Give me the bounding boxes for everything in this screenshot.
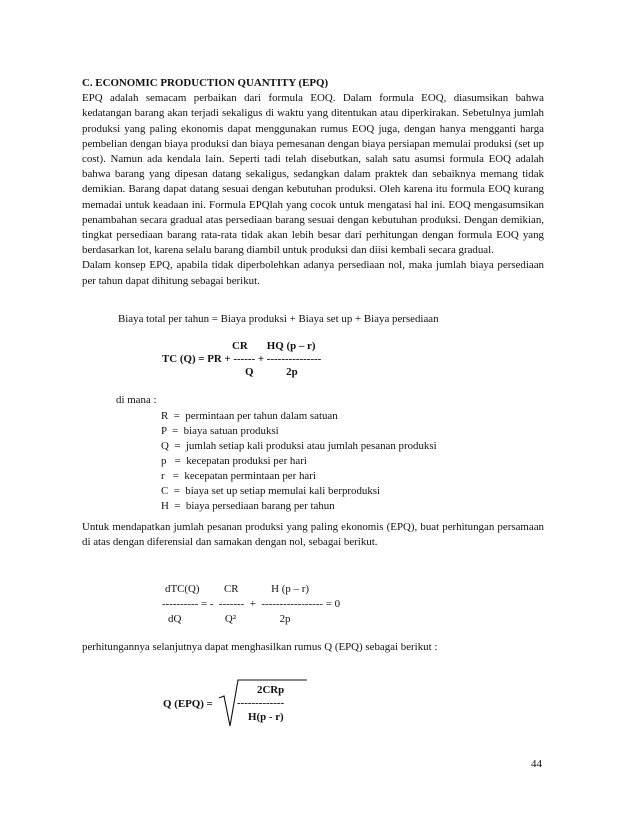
definition-item: R = permintaan per tahun dalam satuan	[161, 410, 338, 422]
total-cost-line: Biaya total per tahun = Biaya produksi + Biaya set up + Biaya persediaan	[118, 313, 439, 325]
derivative-mid: ---------- = - ------- + ----------------- = 0	[162, 598, 341, 610]
derivative-bottom: dQ Q² 2p	[168, 613, 291, 625]
epq-denominator: H(p - r)	[248, 711, 284, 723]
page-number: 44	[531, 758, 542, 770]
text-body	[82, 76, 544, 289]
formula1-numerators: CR HQ (p – r)	[232, 340, 316, 352]
text-body-2	[82, 520, 544, 550]
paragraph-differential: Untuk mendapatkan jumlah pesanan produksi yang paling ekonomis (EPQ), buat perhitungan persamaan di atas dengan diferensial dan samakan dengan nol, sebagai berikut.	[82, 521, 544, 549]
definition-item: r = kecepatan permintaan per hari	[161, 470, 316, 482]
derivative-top: dTC(Q) CR H (p – r)	[165, 583, 309, 595]
paragraph-epq-result: perhitungannya selanjutnya dapat menghasilkan rumus Q (EPQ) sebagai berikut :	[82, 641, 438, 653]
formula1-denominators: Q 2p	[245, 366, 298, 378]
definition-item: C = biaya set up setiap memulai kali berproduksi	[161, 485, 381, 497]
paragraph-epq-intro: EPQ adalah semacam perbaikan dari formula EOQ. Dalam formula EOQ, diasumsikan bahwa kedatangan barang akan terjadi sekaligus di waktu yang ditentukan atau diperkirakan. Sebetulnya jumlah produksi yang paling ekonomis dapat menggunakan rumus EOQ juga, dengan hanya mengganti harga pembelian dengan biaya produksi dan biaya pemesanan dengan biaya persiapan memulai produksi (set up cost). Namun ada kendala lain. Seperti tadi telah disebutkan, salah satu asumsi formula EOQ adalah bahwa barang yang dipesan datang sekaligus, sedangkan dalam praktek dan sebaiknya memang tidak demikian. Barang dapat datang sesuai dengan kebutuhan produksi. Oleh karena itu formula EOQ kurang memadai untuk keadaan ini. Formula EPQlah yang cocok untuk mengatasi hal ini. EOQ mengasumsikan penambahan secara gradual atas persediaan barang sesuai dengan kebutuhan produksi. Dengan demikian, tingkat persediaan barang rata-rata tidak akan lebih besar dari perhitungan dengan formula EOQ yang berdasarkan lot, karena selalu barang diambil untuk produksi dan diisi kembali secara gradual.	[82, 92, 544, 257]
epq-label: Q (EPQ) =	[163, 698, 213, 710]
definition-item: H = biaya persediaan barang per tahun	[161, 500, 335, 512]
dimana-label: di mana :	[116, 394, 157, 406]
formula1-main: TC (Q) = PR + ------ + ---------------	[162, 353, 322, 365]
epq-numerator: 2CRp	[257, 684, 285, 696]
definition-item: p = kecepatan produksi per hari	[161, 455, 307, 467]
definition-item: Q = jumlah setiap kali produksi atau jumlah pesanan produksi	[161, 440, 437, 452]
definition-item: P = biaya satuan produksi	[161, 425, 279, 437]
paragraph-epq-concept: Dalam konsep EPQ, apabila tidak diperbolehkan adanya persediaan nol, maka jumlah biaya persediaan per tahun dapat dihitung sebagai berikut.	[82, 259, 544, 287]
section-heading: C. ECONOMIC PRODUCTION QUANTITY (EPQ)	[82, 77, 329, 89]
epq-fraction-bar: -------------	[237, 697, 285, 709]
